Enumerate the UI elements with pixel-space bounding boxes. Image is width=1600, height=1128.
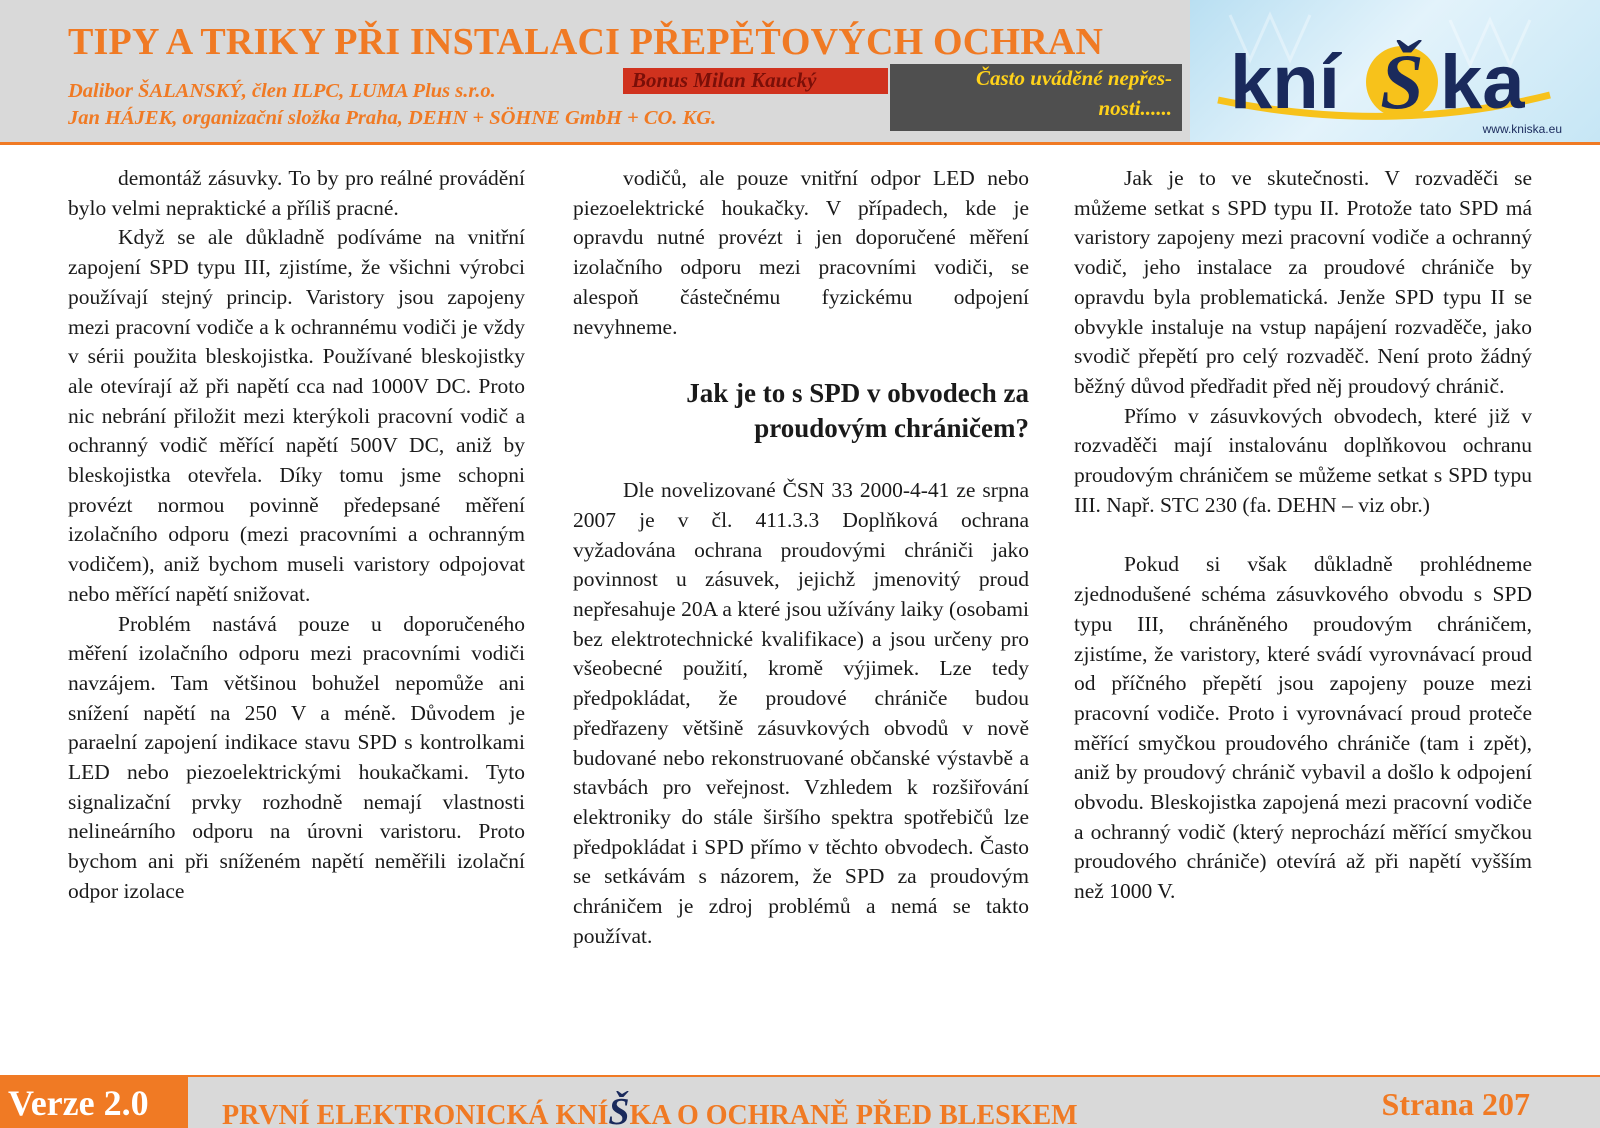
logo-text-s: Š <box>1380 38 1424 125</box>
section-label-line-1: Často uváděné nepřes- <box>976 66 1172 90</box>
author-line-1: Dalibor ŠALANSKÝ, člen ILPC, LUMA Plus s.r.o. <box>68 80 496 102</box>
kniska-logo <box>1190 0 1600 142</box>
kniska-logo-graphic <box>1190 0 1600 142</box>
section-heading: Jak je to s SPD v obvodech za proudovým chráničem? <box>686 378 1029 444</box>
paragraph: Když se ale důkladně podíváme na vnitřní zapojení SPD typu III, zjistíme, že všichni výrobci používají stejný princip. Varistory jsou zapojeny mezi pracovní vodiče a k ochrannému vodiči je vždy v sérii použita bleskojistka. Používané bleskojistky ale otevírají až při napětí cca nad 1000V DC. Proto nic nebrání přiložit mezi kterýkoli pracovní vodič a ochranný vodič měřící napětí 500V DC, aniž by bleskojistka otevřela. Díky tomu jsme schopni provézt normou povinně předepsané měření izolačního odporu (mezi pracovními a ochranným vodičem), aniž bychom museli varistory odpojovat nebo měřící napětí snižovat. <box>68 225 525 606</box>
bonus-label: Bonus Milan Kaucký <box>632 68 817 92</box>
footer-title-end: KA O OCHRANĚ PŘED BLESKEM <box>629 1100 1078 1128</box>
logo-text-right: ka <box>1440 40 1525 125</box>
paragraph: Problém nastává pouze u doporučeného měření izolačního odporu mezi pracovními vodiči navzájem. Tam většinou bohužel nepomůže ani snížení napětí na 250 V a méně. Důvodem je paraelní zapojení indikace stavu SPD s kontrolkami LED nebo piezoelektrickými houkačkami. Tyto signalizační prvky rozhodně nemají vlastnosti nelineárního odporu na úrovni varistoru. Proto bychom ani při sníženém napětí neměřili izolační odpor izolace <box>68 611 525 903</box>
text-column-3 <box>1074 164 1532 907</box>
text-column-2 <box>573 164 1029 951</box>
page-number: Strana 207 <box>1381 1086 1530 1122</box>
section-label-line-2: nosti...... <box>1098 96 1172 120</box>
paragraph: demontáž zásuvky. To by pro reálné provádění bylo velmi nepraktické a příliš pracné. <box>68 166 525 220</box>
text-column-1 <box>68 164 525 907</box>
version-label: Verze 2.0 <box>8 1083 149 1123</box>
page-title: TIPY A TRIKY PŘI INSTALACI PŘEPĚŤOVÝCH OCHRAN <box>68 21 1104 63</box>
spacer <box>1074 520 1532 550</box>
header-divider <box>0 142 1600 145</box>
paragraph: Přímo v zásuvkových obvodech, které již v rozvaděči mají instalovánu doplňkovou ochranu proudovým chráničem se můžeme setkat s SPD typu III. Např. STC 230 (fa. DEHN – viz obr.) <box>1074 403 1532 517</box>
paragraph: Jak je to ve skutečnosti. V rozvaděči se můžeme setkat s SPD typu II. Protože tato SPD má varistory zapojeny mezi pracovní vodiče a ochranný vodič, jeho instalace za proudové chrániče by opravdu byla problematická. Jenže SPD typu II se obvykle instaluje na vstup napájení rozvaděče, jako svodič přepětí pro celý rozvaděč. Není proto žádný běžný důvod předřadit před něj proudový chránič. <box>1074 166 1532 398</box>
logo-url: www.kniska.eu <box>1482 122 1562 136</box>
logo-text-left: kní <box>1230 40 1340 125</box>
author-line-2: Jan HÁJEK, organizační složka Praha, DEHN + SÖHNE GmbH + CO. KG. <box>68 107 717 129</box>
footer-title-s: Š <box>608 1091 630 1128</box>
footer-title-start: PRVNÍ ELEKTRONICKÁ KNÍ <box>222 1100 609 1128</box>
paragraph: vodičů, ale pouze vnitřní odpor LED nebo piezoelektrické houkačky. V případech, kde je opravdu nutné provézt i jen doporučené měření izolačního odporu mezi pracovními vodiči, se alespoň částečnému fyzickému odpojení nevyhneme. <box>573 166 1029 339</box>
paragraph: Dle novelizované ČSN 33 2000-4-41 ze srpna 2007 je v čl. 411.3.3 Doplňková ochrana vyžadována ochrana proudovými chrániči jako povinnost u zásuvek, jejichž jmenovitý proud nepřesahuje 20A a které jsou užívány laiky (osobami bez elektrotechnické kvalifikace) a jsou určeny pro všeobecné použití, kromě výjimek. Lze tedy předpokládat, že proudové chrániče budou předřazeny většině zásuvkových obvodů v nově budované nebo rekonstruované občanské výstavbě a stavbách pro veřejnost. Vzhledem k rozšiřování elektroniky do stále širšího spektra spotřebičů lze předpokládat i SPD přímo v těchto obvodech. Často se setkávám s názorem, že SPD za proudovým chráničem je zdroj problémů a nemá se takto používat. <box>573 478 1029 948</box>
footer-title <box>222 1090 1078 1128</box>
paragraph: Pokud si však důkladně prohlédneme zjednodušené schéma zásuvkového obvodu s SPD typu III, chráněného proudovým chráničem, zjistíme, že varistory, které svádí vyrovnávací proud od příčného přepětí jsou zapojeny pouze mezi pracovní vodiče. Proto i vyrovnávací proud proteče měřící smyčkou proudového chrániče (tam i zpět), aniž by proudový chránič vybavil a došlo k odpojení obvodu. Bleskojistka zapojená mezi pracovní vodiče a ochranný vodič (který neprochází měřící smyčkou proudového chrániče) otevírá až při napětí vyšším než 1000 V. <box>1074 552 1532 904</box>
